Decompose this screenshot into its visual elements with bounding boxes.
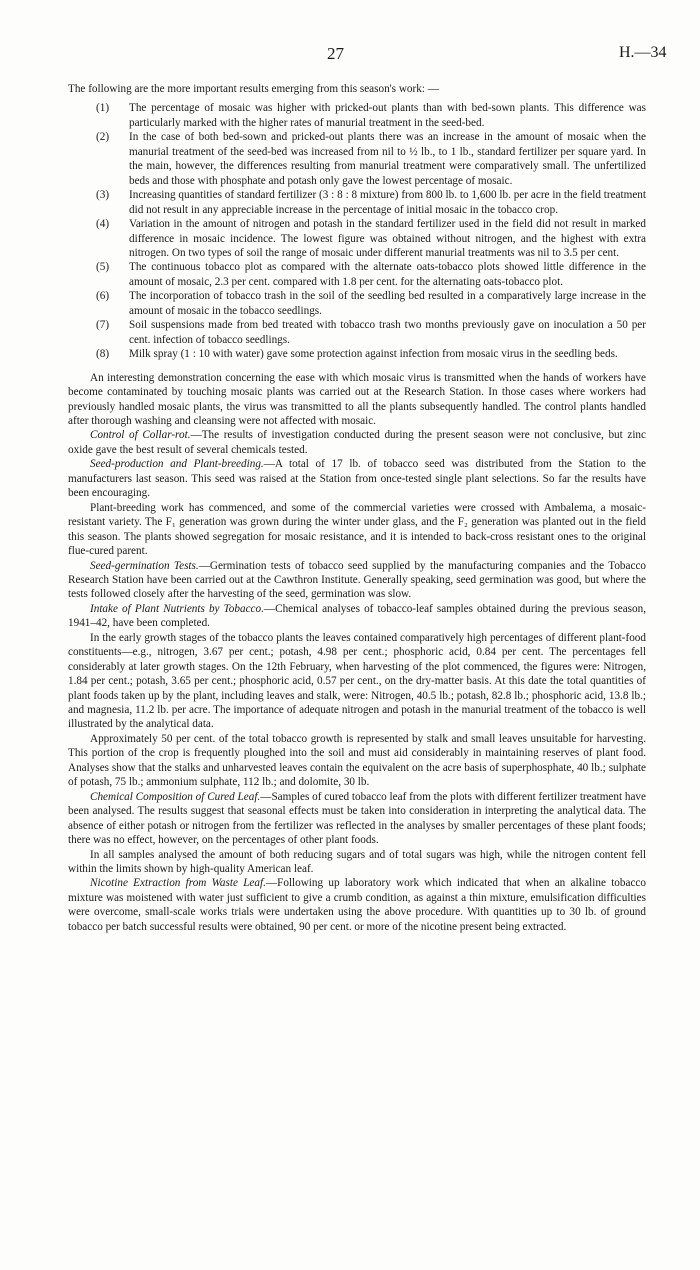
result-text: Increasing quantities of standard fertilizer (3 : 8 : 8 mixture) from 800 lb. to 1,600 lb. per acre in the field treatment did not result in any appreciable increase in the percentage of initial mosaic in the tobacco crop. [129,189,646,216]
result-number: (6) [96,290,110,303]
result-text: The percentage of mosaic was higher with pricked-out plants than with bed-sown plants. This difference was particularly marked with the higher rates of manurial treatment in the seed-bed. [129,102,646,129]
paragraph-text: —Following up laboratory work which indicated that when an alkaline tobacco mixture was moistened with water just sufficient to give a crumb condition, as against a thin mixture, emulsification difficulties were overcome, small-scale works trials were undertaken using the above procedure. With quantities up to 30 lb. of ground tobacco per batch successful results were obtained, 90 per cent. or more of the nicotine present being extracted. [68,877,646,933]
section-heading: Control of Collar-rot. [90,429,191,442]
result-item [68,347,646,361]
paragraph-plant-breeding [68,501,646,559]
paragraph-collar-rot [68,428,646,457]
results-list [68,101,646,361]
result-number: (4) [96,218,110,231]
paragraph-text: —The results of investigation conducted during the present season were not conclusive, but zinc oxide gave the best result of several chemicals tested. [68,429,646,456]
result-item [68,289,646,318]
paragraph-growth-stages [68,631,646,732]
result-item [68,260,646,289]
section-heading: Seed-germination Tests. [90,559,199,572]
intro-text: The following are the more important results emerging from this season's work: — [68,83,439,95]
page-reference: H.—34 [619,44,667,61]
section-heading: Chemical Composition of Cured Leaf. [90,790,261,803]
page-number: 27 [327,44,344,63]
result-number: (3) [96,189,110,202]
paragraph-text: Approximately 50 per cent. of the total tobacco growth is represented by stalk and small leaves unsuitable for harvesting. This portion of the crop is frequently ploughed into the soil and must aid considerably in maintaining reserves of plant food. Analyses show that the stalks and unharvested leaves contain the equivalent on the acre basis of superphosphate, 40 lb.; sulphate of potash, 75 lb.; ammonium sulphate, 112 lb.; and dolomite, 30 lb. [68,732,646,789]
result-text: Milk spray (1 : 10 with water) gave some protection against infection from mosaic virus in the seedling beds. [129,348,618,361]
result-item [68,217,646,260]
paragraph-nicotine [68,876,646,934]
paragraph-text: —A total of 17 lb. of tobacco seed was distributed from the Station to the manufacturers last season. This seed was raised at the Station from once-tested single plant selections. So far the results have been encouraging. [68,458,646,500]
result-item [68,188,646,217]
result-number: (1) [96,102,110,115]
paragraph-cured-leaf [68,790,646,848]
result-text: The continuous tobacco plot as compared with the alternate oats-tobacco plots showed little difference in the amount of mosaic, 2.3 per cent. compared with 1.8 per cent. for the alternating oats-tobacco plot. [129,261,646,288]
paragraph-stalk [68,732,646,790]
paragraph-text: —Germination tests of tobacco seed supplied by the manufacturing companies and the Tobacco Research Station have been carried out at the Cawthron Institute. Generally speaking, seed germination was good, but where the tests followed closely after the harvesting of the seed, germination was slow. [68,559,646,601]
paragraph-text: —Samples of cured tobacco leaf from the plots with different fertilizer treatment have been analysed. The results suggest that seasonal effects must be taken into consideration in interpreting the analytical data. The absence of either potash or nitrogen from the fertilizer was reflected in the analyses by smaller percentages of these plant foods; there was no effect, however, on the percentages of other plant foods. [68,790,646,847]
result-number: (5) [96,261,110,274]
paragraph-text: —Chemical analyses of tobacco-leaf samples obtained during the previous season, 1941–42, have been completed. [68,602,646,630]
paragraph-text: An interesting demonstration concerning the ease with which mosaic virus is transmitted when the hands of workers have become contaminated by touching mosaic plants was carried out at the Research Station. In those cases where workers had previously handled mosaic plants, the virus was transmitted to all the plants subsequently handled. The control plants handled after thorough washing and cleansing were not affected with mosaic. [68,371,646,427]
paragraph-text: In all samples analysed the amount of both reducing sugars and of total sugars was high, while the nitrogen content fell within the limits shown by high-quality American leaf. [68,848,646,876]
result-text: The incorporation of tobacco trash in the soil of the seedling bed resulted in a comparatively large increase in the amount of mosaic in the tobacco seedlings. [129,290,646,317]
result-number: (2) [96,131,110,144]
section-heading: Intake of Plant Nutrients by Tobacco. [90,602,264,615]
paragraph-seed-production [68,457,646,500]
paragraph-germination [68,559,646,602]
paragraph-sugars [68,848,646,877]
result-text: Soil suspensions made from bed treated with tobacco trash two months previously gave on inoculation a 50 per cent. infection of tobacco seedlings. [129,319,646,346]
paragraph-text: Plant-breeding work has commenced, and some of the commercial varieties were crossed with Ambalema, a mosaic-resistant variety. The F₁ generation was grown during the winter under glass, and the F₂ generation was planted out in the field this season. The plants showed segregation for mosaic resistance, and it is intended to back-cross resistant ones to the original flue-cured parent. [68,501,646,558]
result-item [68,130,646,188]
result-number: (7) [96,319,110,332]
result-number: (8) [96,348,110,361]
page-body [68,82,646,934]
paragraph-text: In the early growth stages of the tobacco plants the leaves contained comparatively high percentages of different plant-food constituents—e.g., nitrogen, 3.67 per cent.; potash, 4.98 per cent.; phosphoric acid, 0.84 per cent. The percentages fell considerably at later growth stages. On the 12th February, when harvesting of the plot commenced, the figures were: Nitrogen, 1.84 per cent.; potash, 3.65 per cent.; phosphoric acid, 0.57 per cent., on the dry-matter basis. At this date the total quantities of plant foods taken up by the plant, including leaves and stalk, were: Nitrogen, 40.5 lb.; potash, 82.8 lb.; phosphoric acid, 13.8 lb.; and magnesia, 11.2 lb. per acre. The importance of adequate nitrogen and potash in the manurial treatment of the tobacco is well illustrated by the analytical data. [68,631,646,731]
result-item [68,101,646,130]
result-text: Variation in the amount of nitrogen and potash in the standard fertilizer used in the field did not result in marked difference in mosaic incidence. The lowest figure was obtained without nitrogen, and the highest with extra nitrogen. On two types of soil the range of mosaic under different manurial treatments was nil to 3.5 per cent. [129,218,646,259]
result-text: In the case of both bed-sown and pricked-out plants there was an increase in the amount of mosaic when the manurial treatment of the seed-bed was increased from nil to ½ lb., to 1 lb., standard fertilizer per square yard. In the main, however, the differences resulting from manurial treatment were comparatively small. The unfertilized beds and those with phosphate and potash only gave the lowest percentage of mosaic. [129,131,646,187]
section-heading: Seed-production and Plant-breeding. [90,458,264,471]
section-heading: Nicotine Extraction from Waste Leaf. [90,877,266,890]
paragraph-contamination [68,371,646,429]
result-item [68,318,646,347]
paragraph-intake [68,602,646,631]
